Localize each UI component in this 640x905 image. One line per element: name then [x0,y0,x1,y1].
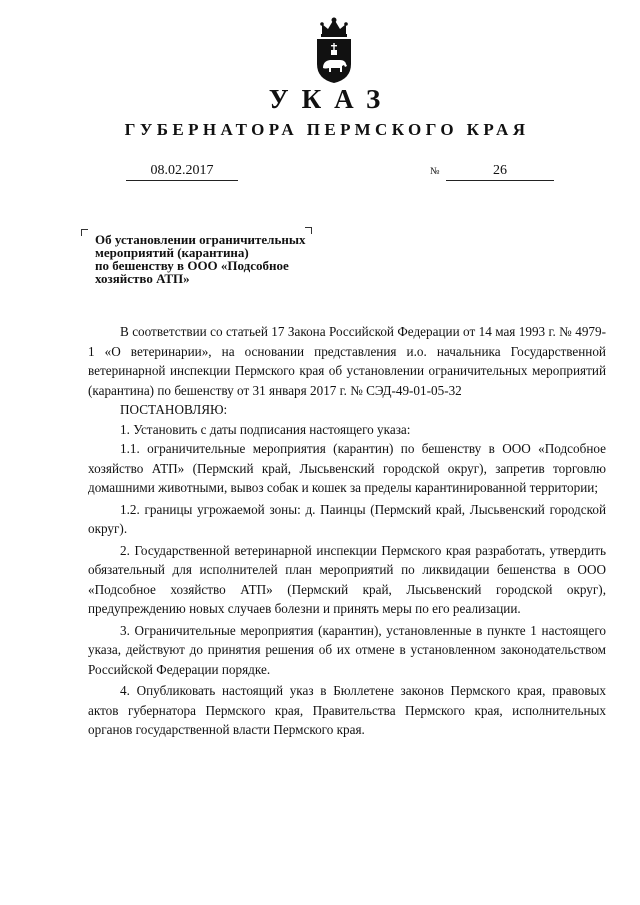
document-body [88,322,606,740]
number-prefix: № [430,166,440,177]
document-subject [95,233,355,285]
subject-line: по бешенству в ООО «Подсобное [95,258,289,273]
clause-paragraph: 1.2. границы угрожаемой зоны: д. Паинцы (Пермский край, Лысьвенский городской округ). [88,501,606,536]
perm-krai-coat-of-arms-icon [314,16,354,84]
subject-line: хозяйство АТП» [95,271,190,286]
document-title: УКАЗ [268,84,394,114]
clause-paragraph: 1. Установить с даты подписания настоящего указа: [120,421,411,437]
clause-paragraph: 3. Ограничительные мероприятия (карантин), установленные в пункте 1 настоящего указа, действуют до принятия решения об их отмене в установленном законодательством Российской Федерации порядке. [88,622,606,677]
clause-paragraph: 1.1. ограничительные мероприятия (карантин) по бешенству в ООО «Подсобное хозяйство АТП» (Пермский край, Лысьвенский городской округ), запретив торговлю домашними животными, вывоз собак и кошек за пределы карантинированной территории; [88,441,606,495]
document-date: 08.02.2017 [126,162,238,181]
decree-word: ПОСТАНОВЛЯЮ: [120,402,228,417]
document-number: 26 [446,162,554,181]
clause-paragraph: 2. Государственной ветеринарной инспекции Пермского края разработать, утвердить обязательный для исполнителей план мероприятий по ликвидации бешенства в ООО «Подсобное хозяйство АТП» (Пермский край, Лысьвенский городской округ), предупреждению новых случаев болезни и принять меры по его реализации. [88,542,606,616]
clause-paragraph: 4. Опубликовать настоящий указ в Бюллетене законов Пермского края, правовых актов губернатора Пермского края, Правительства Пермского края, исполнительных органов государственной власти Пермского края. [88,683,606,737]
subject-line: Об установлении ограничительных [95,232,306,247]
preamble-paragraph: В соответствии со статьей 17 Закона Российской Федерации от 14 мая 1993 г. № 4979-1 «О ветеринарии», на основании представления и.о. начальника Государственной ветеринарной инспекции Пермского края об установлении ограничительных мероприятий (карантина) по бешенству от 31 января 2017 г. № СЭД-49-01-05-32 [88,324,606,398]
subject-line: мероприятий (карантина) [95,245,249,260]
subject-bracket-left [81,229,88,236]
document-subtitle: ГУБЕРНАТОРА ПЕРМСКОГО КРАЯ [124,120,530,139]
